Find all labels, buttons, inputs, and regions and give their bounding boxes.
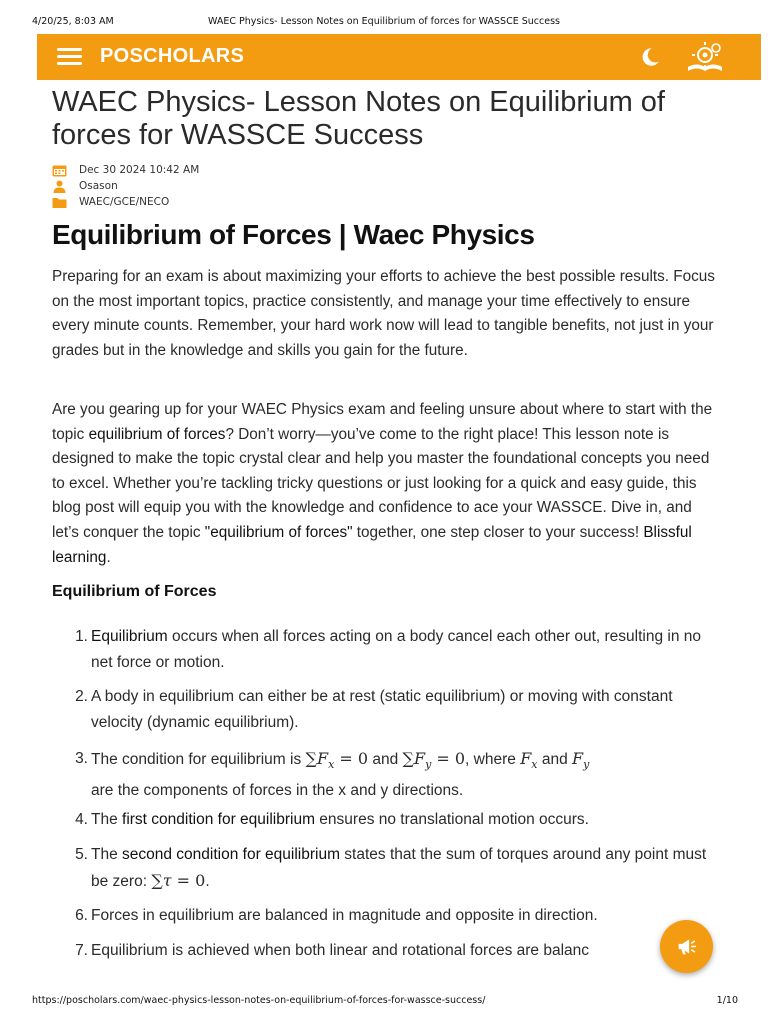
article-title: WAEC Physics- Lesson Notes on Equilibrium of forces for WASSCE Success bbox=[52, 86, 665, 151]
list-num: 6. bbox=[75, 907, 88, 924]
math-f: F bbox=[316, 749, 329, 768]
math-f: F bbox=[413, 749, 426, 768]
meta-date-text: Dec 30 2024 10:42 AM bbox=[79, 164, 200, 176]
print-header bbox=[0, 14, 768, 30]
user-icon bbox=[52, 180, 67, 193]
equilibrium-of-forces-link[interactable]: equilibrium of forces bbox=[88, 425, 226, 443]
math-tau: τ bbox=[162, 870, 172, 890]
math-f: F bbox=[572, 749, 584, 768]
math-f: F bbox=[520, 749, 532, 768]
blissful-learning-link[interactable]: Blissful learning bbox=[52, 523, 692, 566]
second-paragraph bbox=[52, 398, 718, 570]
list-and: and bbox=[537, 751, 572, 768]
math-sigma: ∑ bbox=[151, 870, 163, 890]
intro-paragraph: Preparing for an exam is about maximizing your efforts to achieve the best possible results. Focus on the most important topics, practice consistently, and manage your time effectively to ensure every minute counts. Remember, your hard work now will lead to tangible benefits, not just in your grades but in the knowledge and skills you gain for the future. bbox=[52, 268, 715, 359]
p2-text-b: ? Don’t worry—you’ve come to the right place! This lesson note is designed to make the topic crystal clear and help you master the foundational concepts you need to excel. Whether you’re tackling tricky questions or just looking for a quick and easy guide, this blog post will equip you with the knowledge and confidence to ace your WASSCE. Dive in, and let’s conquer the topic bbox=[52, 425, 710, 541]
announcement-button[interactable] bbox=[660, 920, 713, 973]
first-condition-link[interactable]: first condition for equilibrium bbox=[122, 811, 315, 828]
list-text: A body in equilibrium can either be at rest (static equilibrium) or moving with constant velocity (dynamic equilibrium). bbox=[91, 688, 673, 731]
meta-category-link[interactable]: WAEC/GCE/NECO bbox=[79, 196, 170, 208]
list-text-end: . bbox=[205, 872, 210, 890]
math-eq: = 0 bbox=[171, 870, 206, 890]
list-num: 3. bbox=[75, 750, 88, 767]
math-eq: = 0 bbox=[431, 749, 466, 768]
list-num: 4. bbox=[75, 811, 88, 828]
math-sigma: ∑ bbox=[402, 749, 414, 768]
list-text: Equilibrium is achieved when both linear and rotational forces are balanc bbox=[91, 942, 590, 959]
moon-icon[interactable] bbox=[639, 46, 661, 68]
list-text bbox=[91, 842, 718, 894]
list-text bbox=[91, 624, 718, 675]
list-text-rest: ensures no translational motion occurs. bbox=[315, 811, 589, 828]
megaphone-icon bbox=[676, 936, 697, 957]
print-page-number: 1/10 bbox=[716, 995, 738, 1006]
hamburger-menu-icon[interactable] bbox=[57, 48, 82, 66]
list-num: 5. bbox=[75, 846, 88, 863]
math-sub: x bbox=[531, 758, 538, 772]
print-timestamp: 4/20/25, 8:03 AM bbox=[32, 16, 114, 27]
article-heading: Equilibrium of Forces | Waec Physics bbox=[52, 219, 535, 250]
p2-text-d: . bbox=[106, 548, 111, 566]
math-sum-fy bbox=[402, 749, 466, 772]
math-fx bbox=[520, 749, 538, 772]
list-text-a: The condition for equilibrium is bbox=[91, 751, 306, 768]
list-and: and bbox=[368, 751, 403, 768]
site-logo-icon[interactable] bbox=[685, 40, 725, 74]
print-url: https://poscholars.com/waec-physics-lesson-notes-on-equilibrium-of-forces-for-wassce-success/ bbox=[32, 995, 486, 1006]
list-num: 2. bbox=[75, 688, 88, 705]
print-page-title: WAEC Physics- Lesson Notes on Equilibrium of forces for WASSCE Success bbox=[208, 16, 560, 27]
calendar-icon bbox=[52, 164, 67, 177]
math-sub: y bbox=[425, 758, 432, 772]
list-text bbox=[91, 807, 718, 833]
p2-text-a: Are you gearing up for your WAEC Physics exam and feeling unsure about where to start with the topic bbox=[52, 401, 713, 443]
list-num: 7. bbox=[75, 942, 88, 959]
list-num: 1. bbox=[75, 628, 88, 645]
math-fy bbox=[572, 749, 590, 772]
list-text bbox=[91, 746, 718, 803]
math-eq: = 0 bbox=[334, 749, 369, 768]
list-text: Forces in equilibrium are balanced in magnitude and opposite in direction. bbox=[91, 907, 598, 924]
list-text-rest: occurs when all forces acting on a body cancel each other out, resulting in no net force or motion. bbox=[91, 628, 702, 671]
second-condition-link[interactable]: second condition for equilibrium bbox=[122, 846, 340, 863]
print-footer bbox=[0, 995, 768, 1009]
math-sigma: ∑ bbox=[305, 749, 317, 768]
equilibrium-link[interactable]: Equilibrium bbox=[91, 628, 168, 645]
math-sub: y bbox=[583, 758, 590, 772]
meta-author-link[interactable]: Osason bbox=[79, 180, 118, 192]
p2-text-c: together, one step closer to your success! bbox=[352, 523, 644, 541]
navbar bbox=[37, 34, 761, 80]
brand-link[interactable]: POSCHOLARS bbox=[100, 45, 245, 67]
math-sum-fx bbox=[305, 749, 369, 772]
equilibrium-of-forces-quoted-link[interactable]: "equilibrium of forces" bbox=[204, 523, 353, 541]
folder-icon bbox=[52, 196, 67, 209]
list-text-tail: are the components of forces in the x and y directions. bbox=[91, 781, 464, 799]
list-where: , where bbox=[465, 751, 521, 768]
section-subheading: Equilibrium of Forces bbox=[52, 583, 217, 600]
list-text-pre: The bbox=[91, 811, 123, 828]
list-text-rest: states that the sum of torques around any point must be zero: bbox=[91, 846, 707, 890]
math-sum-tau bbox=[151, 871, 205, 890]
list-text-pre: The bbox=[91, 846, 123, 863]
math-sub: x bbox=[328, 758, 335, 772]
